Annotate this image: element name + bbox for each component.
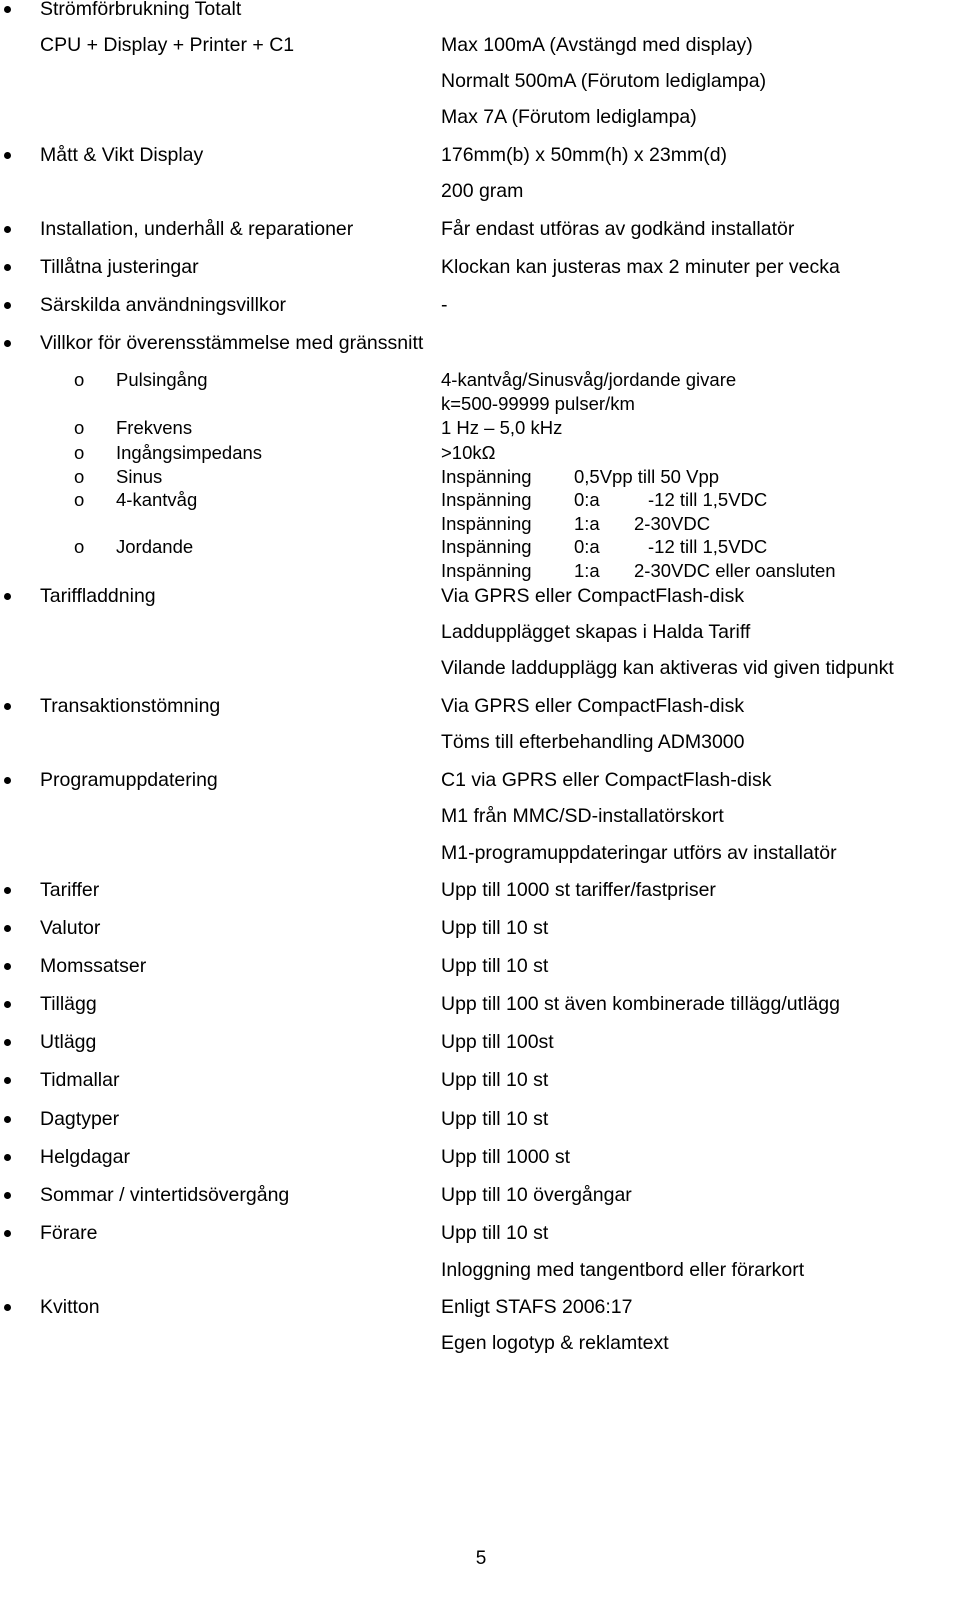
spec-value: Via GPRS eller CompactFlash-disk bbox=[441, 585, 745, 607]
spec-label: Tariffladdning bbox=[40, 585, 156, 607]
circle-bullet-icon: o bbox=[74, 417, 85, 438]
sub-value-col2: 0,5Vpp till 50 Vpp bbox=[574, 466, 720, 487]
spec-value: Upp till 10 st bbox=[441, 917, 549, 939]
spec-row-tariffladdning-cont bbox=[0, 659, 960, 687]
spec-label: Tillägg bbox=[40, 993, 97, 1015]
spec-label: Helgdagar bbox=[40, 1146, 130, 1168]
bullet-icon bbox=[4, 340, 11, 347]
spec-value: 200 gram bbox=[441, 180, 524, 202]
bullet-icon bbox=[4, 1001, 11, 1008]
spec-row-gransnitt bbox=[0, 334, 960, 362]
spec-row-momssatser bbox=[0, 957, 960, 985]
sub-value-col1: Inspänning bbox=[441, 466, 532, 487]
spec-value: Klockan kan justeras max 2 minuter per vecka bbox=[441, 256, 840, 278]
spec-row-tillagg bbox=[0, 995, 960, 1023]
sub-value-col1: Inspänning bbox=[441, 489, 532, 510]
sub-value-col1: Inspänning bbox=[441, 560, 532, 581]
spec-value: Upp till 10 st bbox=[441, 955, 549, 977]
spec-value: Laddupplägget skapas i Halda Tariff bbox=[441, 621, 751, 643]
spec-value: Inloggning med tangentbord eller förarkort bbox=[441, 1259, 805, 1281]
sub-value-col3: -12 till 1,5VDC bbox=[648, 489, 768, 510]
spec-label: Strömförbrukning Totalt bbox=[40, 0, 242, 20]
spec-value: Upp till 10 st bbox=[441, 1069, 549, 1091]
circle-bullet-icon: o bbox=[74, 489, 85, 510]
spec-label: Särskilda användningsvillkor bbox=[40, 294, 287, 316]
spec-value: Upp till 10 st bbox=[441, 1108, 549, 1130]
bullet-icon bbox=[4, 963, 11, 970]
spec-row-kvitton-cont bbox=[0, 1334, 960, 1362]
spec-row-transaktion bbox=[0, 697, 960, 725]
spec-label: Installation, underhåll & reparationer bbox=[40, 218, 354, 240]
spec-label: Förare bbox=[40, 1222, 98, 1244]
spec-row-cpu-cont bbox=[0, 108, 960, 136]
spec-row-program-cont bbox=[0, 807, 960, 835]
spec-row-tariffladdning-cont bbox=[0, 623, 960, 651]
spec-value: Via GPRS eller CompactFlash-disk bbox=[441, 695, 745, 717]
circle-bullet-icon: o bbox=[74, 536, 85, 557]
spec-value: Enligt STAFS 2006:17 bbox=[441, 1296, 633, 1318]
bullet-icon bbox=[4, 152, 11, 159]
spec-label: Momssatser bbox=[40, 955, 147, 977]
spec-row-sommar bbox=[0, 1186, 960, 1214]
spec-label: Villkor för överensstämmelse med gränssnitt bbox=[40, 332, 424, 354]
sub-label: Jordande bbox=[116, 536, 194, 557]
sub-value-col2: 1:a bbox=[574, 513, 600, 534]
spec-row-program-cont bbox=[0, 844, 960, 872]
sub-value-col2: 0:a bbox=[574, 489, 600, 510]
spec-row-forare bbox=[0, 1224, 960, 1252]
sub-value-col3: 2-30VDC eller oansluten bbox=[634, 560, 836, 581]
spec-value: M1-programuppdateringar utförs av installatör bbox=[441, 842, 837, 864]
spec-row-program bbox=[0, 771, 960, 799]
bullet-icon bbox=[4, 1077, 11, 1084]
bullet-icon bbox=[4, 1154, 11, 1161]
spec-value: Får endast utföras av godkänd installatör bbox=[441, 218, 795, 240]
sub-value: 1 Hz – 5,0 kHz bbox=[441, 417, 563, 438]
spec-label: Tariffer bbox=[40, 879, 100, 901]
spec-value: 176mm(b) x 50mm(h) x 23mm(d) bbox=[441, 144, 728, 166]
bullet-icon bbox=[4, 1192, 11, 1199]
bullet-icon bbox=[4, 6, 11, 13]
spec-row-install bbox=[0, 220, 960, 248]
sub-value: 4-kantvåg/Sinusvåg/jordande givare bbox=[441, 369, 737, 390]
spec-row-tariffladdning bbox=[0, 587, 960, 615]
bullet-icon bbox=[4, 777, 11, 784]
spec-value: Vilande laddupplägg kan aktiveras vid given tidpunkt bbox=[441, 657, 894, 679]
bullet-icon bbox=[4, 1304, 11, 1311]
spec-label: Kvitton bbox=[40, 1296, 100, 1318]
spec-value: Egen logotyp & reklamtext bbox=[441, 1332, 669, 1354]
bullet-icon bbox=[4, 264, 11, 271]
sub-value-col2: 0:a bbox=[574, 536, 600, 557]
bullet-icon bbox=[4, 1230, 11, 1237]
bullet-icon bbox=[4, 226, 11, 233]
spec-value: Normalt 500mA (Förutom lediglampa) bbox=[441, 70, 767, 92]
spec-row-kvitton bbox=[0, 1298, 960, 1326]
circle-bullet-icon: o bbox=[74, 466, 85, 487]
spec-value: Upp till 100st bbox=[441, 1031, 554, 1053]
page-number: 5 bbox=[475, 1548, 487, 1569]
spec-row-utlagg bbox=[0, 1033, 960, 1061]
spec-value: Upp till 10 övergångar bbox=[441, 1184, 632, 1206]
sub-value: k=500-99999 pulser/km bbox=[441, 393, 635, 414]
spec-row-forare-cont bbox=[0, 1261, 960, 1289]
sub-label: 4-kantvåg bbox=[116, 489, 198, 510]
spec-row-tidmallar bbox=[0, 1071, 960, 1099]
spec-value: Töms till efterbehandling ADM3000 bbox=[441, 731, 745, 753]
spec-row-helgdagar bbox=[0, 1148, 960, 1176]
spec-label: Tidmallar bbox=[40, 1069, 120, 1091]
spec-value: Upp till 1000 st bbox=[441, 1146, 570, 1168]
spec-label: Valutor bbox=[40, 917, 101, 939]
spec-row-justering bbox=[0, 258, 960, 286]
sub-value-col3: -12 till 1,5VDC bbox=[648, 536, 768, 557]
sub-label: Frekvens bbox=[116, 417, 193, 438]
sub-value-col2: 1:a bbox=[574, 560, 600, 581]
sub-label: Pulsingång bbox=[116, 369, 208, 390]
bullet-icon bbox=[4, 593, 11, 600]
spec-value: Upp till 10 st bbox=[441, 1222, 549, 1244]
sub-label: Sinus bbox=[116, 466, 163, 487]
spec-row-dagtyper bbox=[0, 1110, 960, 1138]
spec-label: Programuppdatering bbox=[40, 769, 218, 791]
spec-label: CPU + Display + Printer + C1 bbox=[40, 34, 295, 56]
circle-bullet-icon: o bbox=[74, 442, 85, 463]
spec-row-cpu bbox=[0, 36, 960, 64]
bullet-icon bbox=[4, 703, 11, 710]
spec-row-valutor bbox=[0, 919, 960, 947]
spec-row-transaktion-cont bbox=[0, 733, 960, 761]
spec-label: Transaktionstömning bbox=[40, 695, 221, 717]
spec-row-matt bbox=[0, 146, 960, 174]
sub-value-col1: Inspänning bbox=[441, 536, 532, 557]
spec-value: Max 100mA (Avstängd med display) bbox=[441, 34, 753, 56]
spec-label: Tillåtna justeringar bbox=[40, 256, 199, 278]
sub-value-col3: 2-30VDC bbox=[634, 513, 711, 534]
bullet-icon bbox=[4, 925, 11, 932]
bullet-icon bbox=[4, 1039, 11, 1046]
spec-value: Max 7A (Förutom lediglampa) bbox=[441, 106, 697, 128]
spec-row-villkor bbox=[0, 296, 960, 324]
spec-row-strom bbox=[0, 0, 960, 28]
circle-bullet-icon: o bbox=[74, 369, 85, 390]
spec-value: C1 via GPRS eller CompactFlash-disk bbox=[441, 769, 772, 791]
sub-value: >10kΩ bbox=[441, 442, 496, 463]
bullet-icon bbox=[4, 302, 11, 309]
spec-row-tariffer bbox=[0, 881, 960, 909]
spec-value: M1 från MMC/SD-installatörskort bbox=[441, 805, 724, 827]
sub-label: Ingångsimpedans bbox=[116, 442, 263, 463]
spec-label: Dagtyper bbox=[40, 1108, 120, 1130]
bullet-icon bbox=[4, 887, 11, 894]
spec-value: - bbox=[441, 294, 448, 316]
spec-label: Mått & Vikt Display bbox=[40, 144, 204, 166]
spec-label: Sommar / vintertidsövergång bbox=[40, 1184, 290, 1206]
spec-row-cpu-cont bbox=[0, 72, 960, 100]
spec-row-matt-cont bbox=[0, 182, 960, 210]
spec-value: Upp till 1000 st tariffer/fastpriser bbox=[441, 879, 716, 901]
bullet-icon bbox=[4, 1116, 11, 1123]
sub-value-col1: Inspänning bbox=[441, 513, 532, 534]
spec-value: Upp till 100 st även kombinerade tillägg/utlägg bbox=[441, 993, 840, 1015]
spec-label: Utlägg bbox=[40, 1031, 97, 1053]
